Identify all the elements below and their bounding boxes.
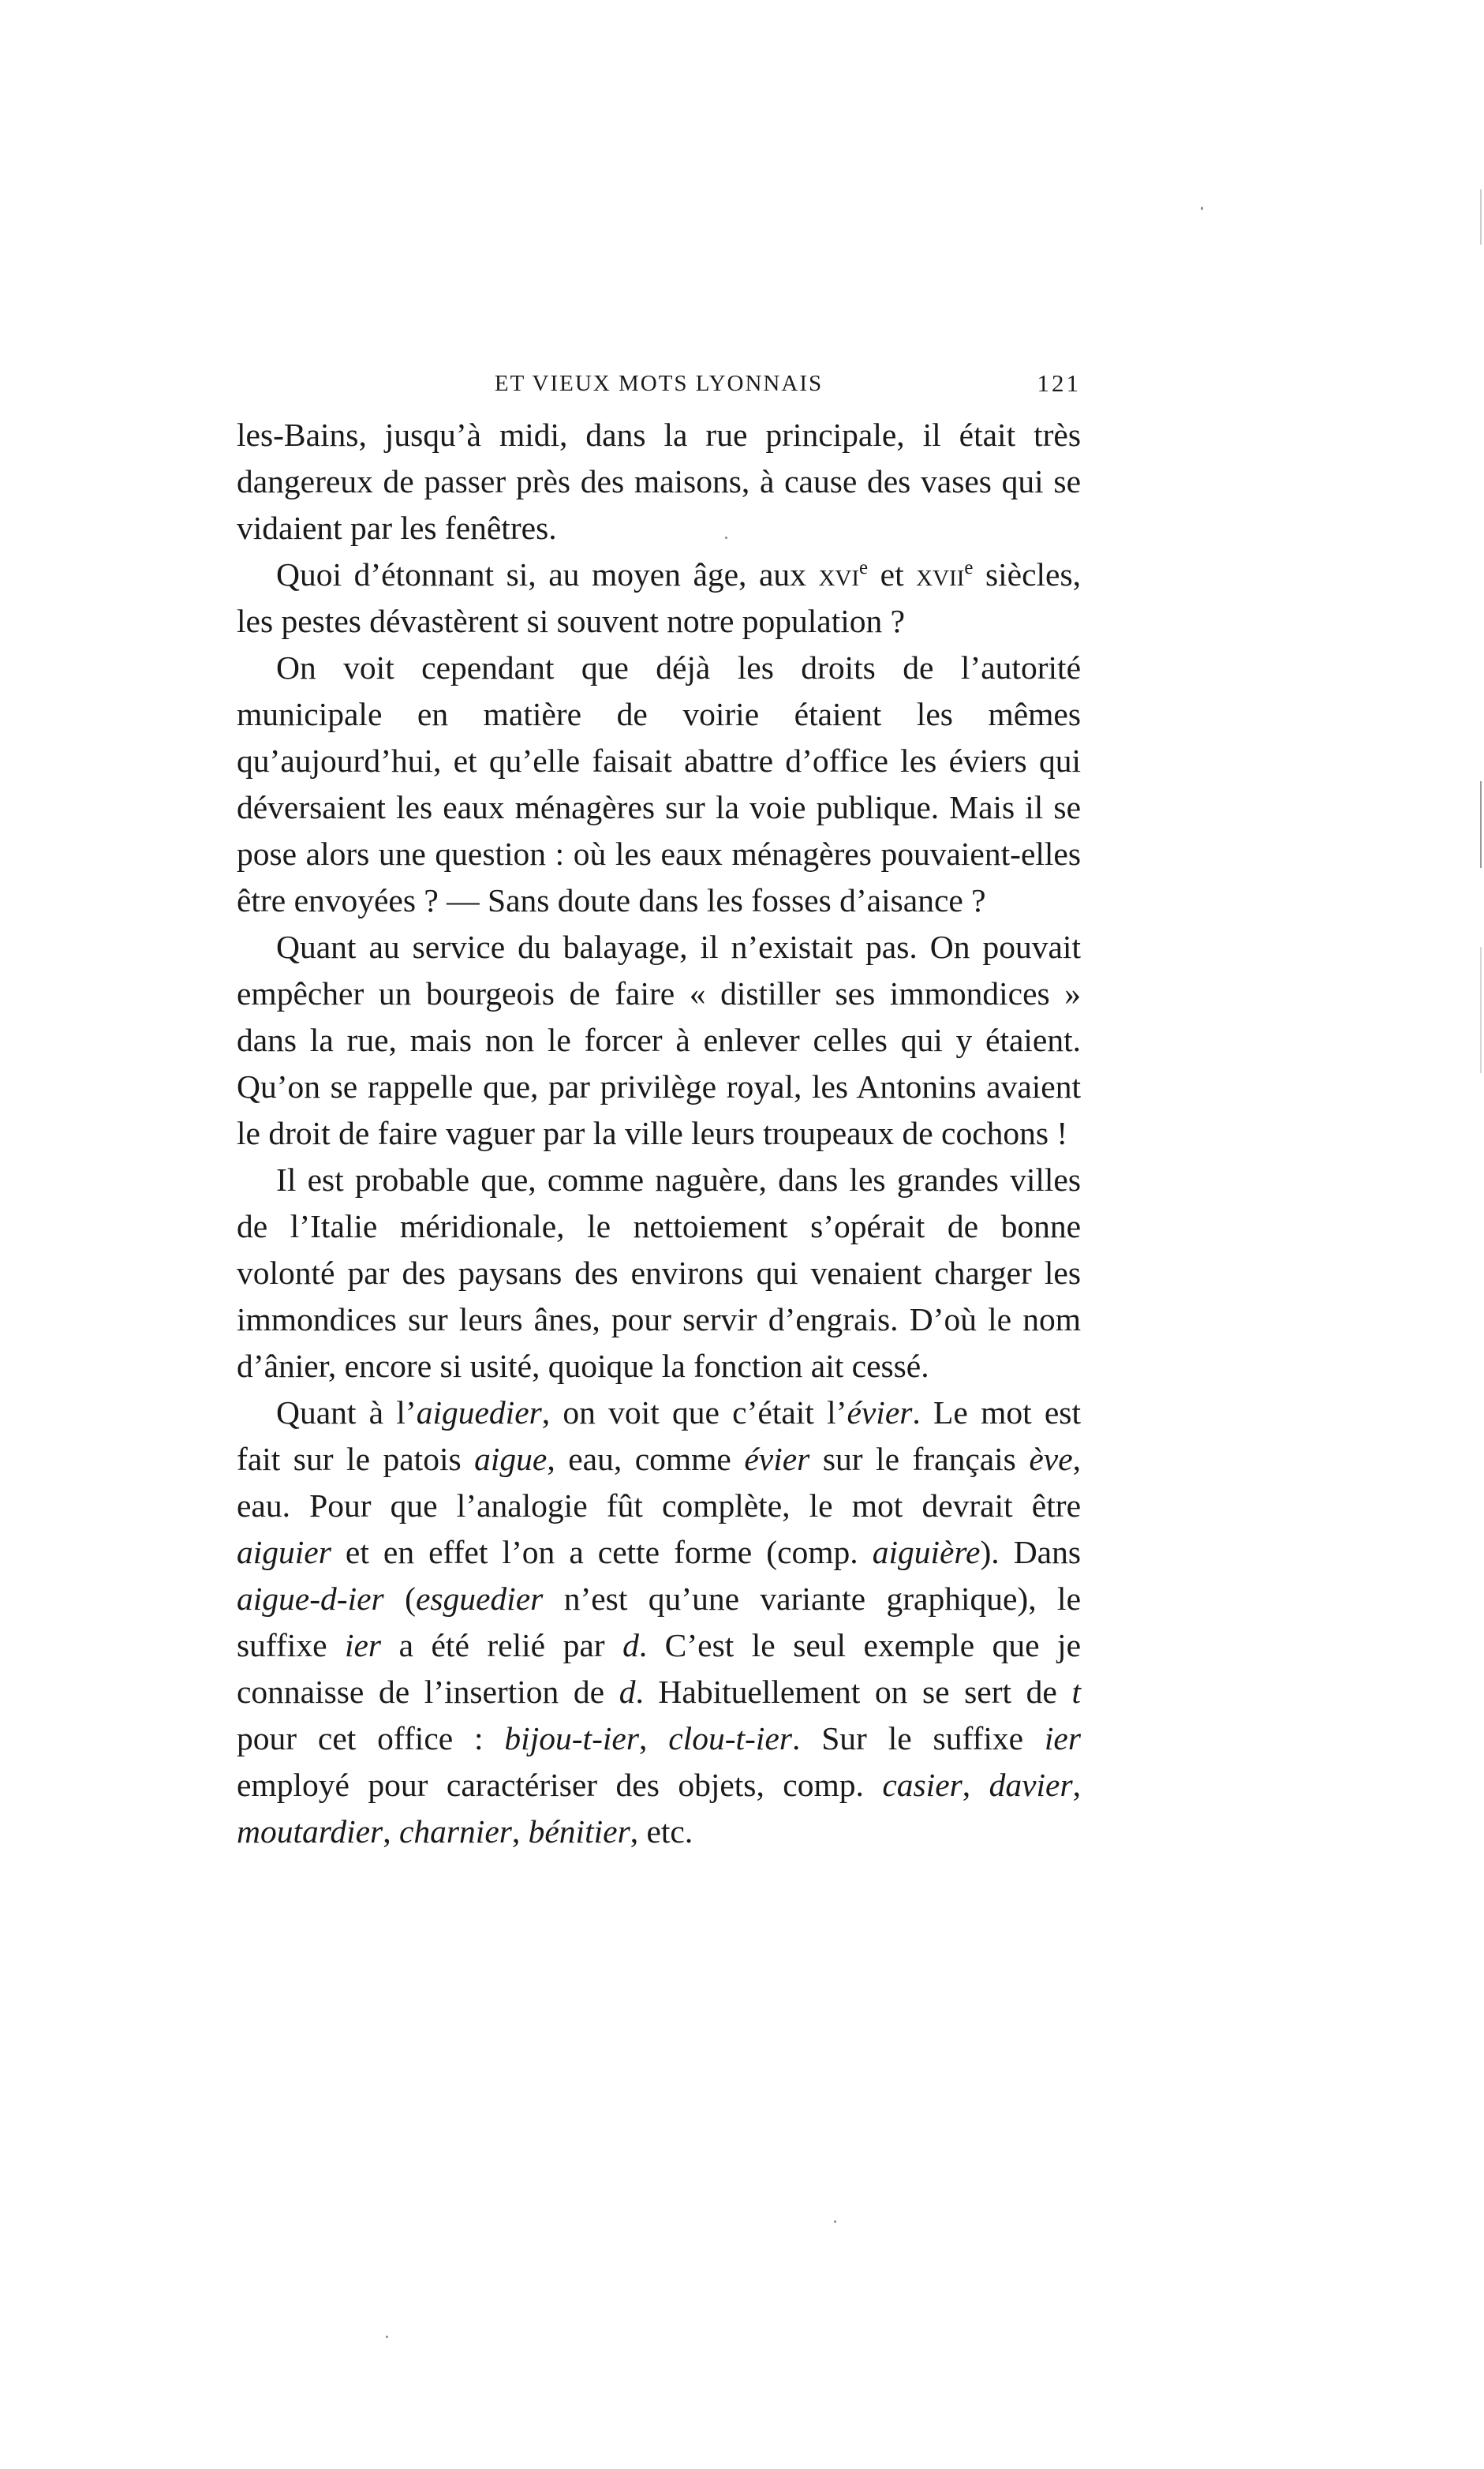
text-run: , bbox=[1072, 1767, 1082, 1803]
text-run: pour cet office : bbox=[237, 1720, 505, 1756]
scan-speck bbox=[386, 2336, 388, 2338]
text-run: Quant à l’ bbox=[276, 1394, 417, 1431]
text-run: n’est qu’une variante graphique), le suffixe bbox=[237, 1581, 1081, 1663]
italic-term: d bbox=[619, 1674, 636, 1710]
italic-term: ier bbox=[344, 1627, 382, 1663]
italic-term: ier bbox=[1044, 1720, 1081, 1756]
text-run: employé pour caractériser des objets, comp. bbox=[237, 1767, 883, 1803]
italic-term: aiguedier bbox=[416, 1394, 542, 1431]
text-run: et bbox=[868, 556, 917, 593]
italic-term: aigue bbox=[474, 1441, 548, 1477]
italic-term: casier bbox=[882, 1767, 963, 1803]
text-run: , bbox=[383, 1813, 399, 1850]
italic-term: clou-t-ier bbox=[668, 1720, 792, 1756]
paragraph-p1 bbox=[237, 412, 1081, 552]
italic-term: aiguière bbox=[872, 1534, 981, 1570]
scan-edge-mark bbox=[1480, 781, 1482, 868]
italic-term: esguedier bbox=[415, 1581, 544, 1617]
text-run: , eau. Pour que l’analogie fût complète, le mot devrait être bbox=[237, 1441, 1081, 1524]
text-run: sur le français bbox=[809, 1441, 1030, 1477]
paragraph-p2 bbox=[237, 552, 1081, 645]
paragraph-p6 bbox=[237, 1390, 1081, 1855]
text-run: Quant au service du balayage, il n’existait pas. On pouvait empêcher un bourgeois de faire « distiller ses immondices » dans la rue, mais non le forcer à enlever celles qui y étaient. Qu’on se rappelle que, par privilège royal, les Antonins avaient le droit de faire vaguer par la ville leurs troupeaux de cochons ! bbox=[237, 929, 1081, 1151]
italic-term: aiguier bbox=[237, 1534, 331, 1570]
text-run: , eau, comme bbox=[547, 1441, 745, 1477]
text-run: , on voit que c’était l’ bbox=[541, 1394, 847, 1431]
paragraph-p4 bbox=[237, 924, 1081, 1157]
text-run: siècles, les pestes dévastèrent si souvent notre population ? bbox=[237, 556, 1081, 639]
running-title: ET VIEUX MOTS LYONNAIS bbox=[494, 371, 824, 396]
text-run: ( bbox=[383, 1581, 416, 1617]
italic-term: aigue-d-ier bbox=[237, 1581, 384, 1617]
text-run: ). Dans bbox=[980, 1534, 1081, 1570]
scan-speck bbox=[1201, 207, 1203, 210]
scan-edge-mark bbox=[1480, 189, 1482, 245]
italic-term: t bbox=[1071, 1674, 1081, 1710]
superscript: e bbox=[859, 557, 869, 579]
text-run: . Le mot est fait sur le patois bbox=[237, 1394, 1081, 1477]
text-run: Il est probable que, comme naguère, dans les grandes villes de l’Italie méridionale, le nettoiement s’opérait de bonne volonté par des paysans des environs qui venaient charger les immondices sur leurs ânes, pour servir d’engrais. D’où le nom d’ânier, encore si usité, quoique la fonction ait cessé. bbox=[237, 1162, 1081, 1384]
italic-term: charnier bbox=[398, 1813, 512, 1850]
text-run: , bbox=[639, 1720, 669, 1756]
italic-term: bénitier bbox=[528, 1813, 630, 1850]
text-run: a été relié par bbox=[381, 1627, 623, 1663]
italic-term: d bbox=[622, 1627, 639, 1663]
italic-term: évier bbox=[847, 1394, 913, 1431]
italic-term: évier bbox=[744, 1441, 810, 1477]
text-run: . C’est le seul exemple que je connaisse de l’insertion de bbox=[237, 1627, 1081, 1710]
text-run: les-Bains, jusqu’à midi, dans la rue principale, il était très dangereux de passer près des maisons, à cause des vases qui se vidaient par les fenêtres. bbox=[237, 417, 1081, 546]
book-page bbox=[237, 365, 1081, 1855]
text-run: , etc. bbox=[630, 1813, 693, 1850]
scan-speck bbox=[834, 2220, 836, 2223]
italic-term: davier bbox=[989, 1767, 1073, 1803]
scan-edge-mark bbox=[1480, 947, 1482, 1073]
paragraph-p5 bbox=[237, 1157, 1081, 1390]
running-head bbox=[237, 365, 1081, 402]
text-run: . Sur le suffixe bbox=[791, 1720, 1045, 1756]
italic-term: bijou-t-ier bbox=[504, 1720, 640, 1756]
scan-speck bbox=[725, 537, 727, 539]
text-run: , bbox=[511, 1813, 529, 1850]
text-run: . Habituellement on se sert de bbox=[635, 1674, 1072, 1710]
small-caps-numeral: xvi bbox=[818, 556, 860, 593]
text-run: , bbox=[962, 1767, 989, 1803]
superscript: e bbox=[964, 557, 974, 579]
text-run: On voit cependant que déjà les droits de l’autorité municipale en matière de voirie étaient les mêmes qu’aujourd’hui, et qu’elle faisait abattre d’office les éviers qui déversaient les eaux ménagères sur la voie publique. Mais il se pose alors une question : où les eaux ménagères pouvaient-elles être envoyées ? — Sans doute dans les fosses d’aisance ? bbox=[237, 649, 1081, 918]
small-caps-numeral: xvii bbox=[916, 556, 965, 593]
body-text bbox=[237, 412, 1081, 1855]
text-run: Quoi d’étonnant si, au moyen âge, aux bbox=[276, 556, 819, 593]
paragraph-p3 bbox=[237, 645, 1081, 924]
page-number: 121 bbox=[1037, 369, 1081, 397]
italic-term: ève bbox=[1029, 1441, 1073, 1477]
italic-term: moutardier bbox=[237, 1813, 383, 1850]
text-run: et en effet l’on a cette forme (comp. bbox=[331, 1534, 873, 1570]
